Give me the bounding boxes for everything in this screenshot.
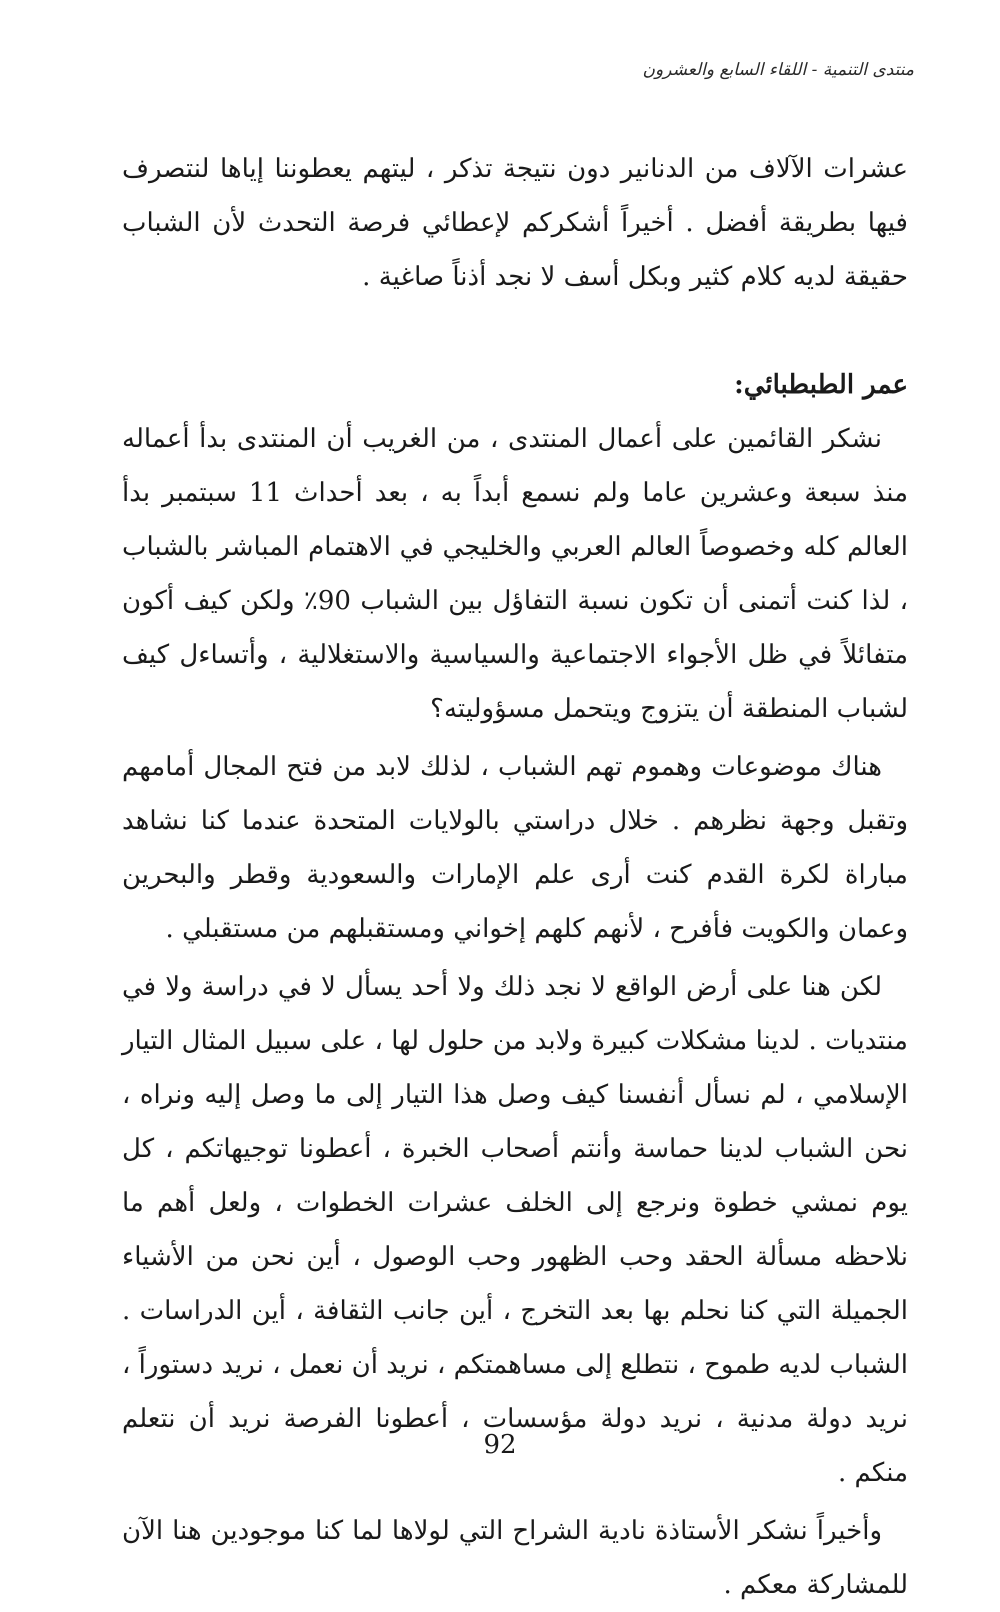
section-spacer	[122, 304, 908, 358]
page-number: 92	[483, 1430, 517, 1460]
body-paragraph-1: نشكر القائمين على أعمال المنتدى ، من الغريب أن المنتدى بدأ أعماله منذ سبعة وعشرين عاما ولم نسمع أبداً به ، بعد أحداث 11 سبتمبر بدأ العالم كله وخصوصاً العالم العربي والخليجي في الاهتمام المباشر بالشباب ، لذا كنت أتمنى أن تكون نسبة التفاؤل بين الشباب 90٪ ولكن كيف أكون متفائلاً في ظل الأجواء الاجتماعية والسياسية والاستغلالية ، وأتساءل كيف لشباب المنطقة أن يتزوج ويتحمل مسؤوليته؟	[122, 424, 908, 724]
body-paragraph-4: وأخيراً نشكر الأستاذة نادية الشراح التي لولاها لما كنا موجودين هنا الآن للمشاركة معكم .	[122, 1516, 908, 1600]
speaker-heading: عمر الطبطبائي:	[734, 370, 908, 400]
body-paragraph-3: لكن هنا على أرض الواقع لا نجد ذلك ولا أحد يسأل لا في دراسة ولا في منتديات . لدينا مشكلات كبيرة ولابد من حلول لها ، على سبيل المثال التيار الإسلامي ، لم نسأل أنفسنا كيف وصل هذا التيار إلى ما وصل إليه ونراه ، نحن الشباب لدينا حماسة وأنتم أصحاب الخبرة ، أعطونا توجيهاتكم ، كل يوم نمشي خطوة ونرجع إلى الخلف عشرات الخطوات ، ولعل أهم ما نلاحظه مسألة الحقد وحب الظهور وحب الوصول ، أين نحن من الأشياء الجميلة التي كنا نحلم بها بعد التخرج ، أين جانب الثقافة ، أين الدراسات . الشباب لديه طموح ، نتطلع إلى مساهمتكم ، نريد أن نعمل ، نريد دستوراً ، نريد دولة مدنية ، نريد دولة مؤسسات ، أعطونا الفرصة نريد أن نتعلم منكم .	[122, 972, 908, 1488]
intro-paragraph: عشرات الآلاف من الدنانير دون نتيجة تذكر ، ليتهم يعطوننا إياها لنتصرف فيها بطريقة أفضل . أخيراً أشكركم لإعطائي فرصة التحدث لأن الشباب حقيقة لديه كلام كثير وبكل أسف لا نجد أذناً صاغية .	[122, 154, 908, 292]
running-header: منتدى التنمية - اللقاء السابع والعشرون	[642, 60, 914, 80]
body-paragraph-2: هناك موضوعات وهموم تهم الشباب ، لذلك لابد من فتح المجال أمامهم وتقبل وجهة نظرهم . خلال دراستي بالولايات المتحدة عندما كنا نشاهد مباراة لكرة القدم كنت أرى علم الإمارات والسعودية وقطر والبحرين وعمان والكويت فأفرح ، لأنهم كلهم إخواني ومستقبلهم من مستقبلي .	[122, 752, 908, 944]
page-body	[122, 142, 908, 1612]
